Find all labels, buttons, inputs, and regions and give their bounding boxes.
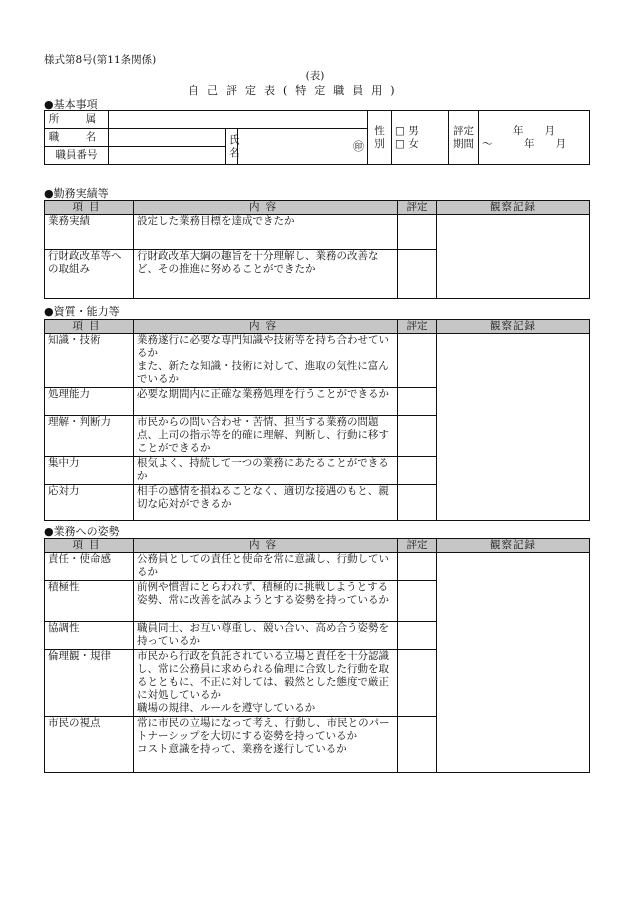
item-content: 市民からの問い合わせ・苦情、担当する業務の問題点、上司の指示等を的確に理解、判断し、行動に移すことができるか xyxy=(134,416,398,457)
rating-cell[interactable] xyxy=(398,416,437,457)
affiliation-label: 所 属 xyxy=(45,111,109,129)
ability-table xyxy=(44,319,590,521)
rating-cell[interactable] xyxy=(398,622,437,650)
position-label: 職 名 xyxy=(45,129,109,147)
name-label: 氏名 xyxy=(226,129,238,165)
item-content: 行財政改革大綱の趣旨を十分理解し、業務の改善など、その推進に努めることができたか xyxy=(134,250,398,299)
rating-cell[interactable] xyxy=(398,215,437,250)
header-content: 内容 xyxy=(134,320,398,334)
rating-cell[interactable] xyxy=(398,485,437,521)
period-label: 評定期間 xyxy=(449,111,479,165)
position-field[interactable] xyxy=(109,129,226,147)
front-side-label: (表) xyxy=(305,70,325,82)
header-content: 内容 xyxy=(134,539,398,553)
item-label: 積極性 xyxy=(45,581,134,622)
item-content: 必要な期間内に正確な業務処理を行うことができるか xyxy=(134,388,398,416)
basic-info-table xyxy=(44,110,590,165)
header-observation: 観察記録 xyxy=(437,320,590,334)
item-content: 根気よく、持続して一つの業務にあたることができるか xyxy=(134,457,398,485)
observation-cell[interactable] xyxy=(437,215,590,299)
item-label: 応対力 xyxy=(45,485,134,521)
header-item: 項目 xyxy=(45,320,134,334)
item-label: 協調性 xyxy=(45,622,134,650)
item-content: 前例や慣習にとらわれず、積極的に挑戦しようとする姿勢、常に改善を試みようとする姿勢を持っているか xyxy=(134,581,398,622)
item-label: 処理能力 xyxy=(45,388,134,416)
header-content: 内容 xyxy=(134,201,398,215)
sex-options xyxy=(392,111,449,165)
header-rating: 評定 xyxy=(398,539,437,553)
rating-cell[interactable] xyxy=(398,650,437,717)
work-results-table xyxy=(44,200,590,299)
period-to: ～ 年 月 xyxy=(482,137,567,150)
header-item: 項目 xyxy=(45,539,134,553)
section-heading-basic: ●基本事項 xyxy=(44,98,98,111)
item-label: 理解・判断力 xyxy=(45,416,134,457)
name-field[interactable] xyxy=(238,129,368,165)
page-title: 自己評定表(特定職員用) xyxy=(188,84,403,97)
header-observation: 観察記録 xyxy=(437,201,590,215)
rating-cell[interactable] xyxy=(398,334,437,388)
section-heading-ability: ●資質・能力等 xyxy=(44,305,120,318)
sex-male-checkbox[interactable]: □ 男 xyxy=(395,124,419,137)
attitude-table xyxy=(44,538,590,773)
form-number: 様式第8号(第11条関係) xyxy=(44,54,157,66)
sex-female-checkbox[interactable]: □ 女 xyxy=(395,137,419,150)
staff-number-label: 職員番号 xyxy=(45,147,109,165)
period-field[interactable] xyxy=(479,111,590,165)
observation-cell[interactable] xyxy=(437,553,590,773)
item-content: 職員同士、お互い尊重し、競い合い、高め合う姿勢を持っているか xyxy=(134,622,398,650)
seal-mark: ㊞ xyxy=(353,139,365,153)
rating-cell[interactable] xyxy=(398,388,437,416)
section-heading-work: ●勤務実績等 xyxy=(44,187,109,200)
item-label: 市民の視点 xyxy=(45,717,134,773)
rating-cell[interactable] xyxy=(398,717,437,773)
item-content: 常に市民の立場になって考え、行動し、市民とのパートナーシップを大切にする姿勢を持っているか コスト意識を持って、業務を遂行しているか xyxy=(134,717,398,773)
item-content: 相手の感情を損ねることなく、適切な接遇のもと、親切な応対ができるか xyxy=(134,485,398,521)
item-label: 知識・技術 xyxy=(45,334,134,388)
item-label: 集中力 xyxy=(45,457,134,485)
section-heading-attitude: ●業務への姿勢 xyxy=(44,525,120,538)
affiliation-field[interactable] xyxy=(109,111,368,129)
rating-cell[interactable] xyxy=(398,581,437,622)
header-rating: 評定 xyxy=(398,201,437,215)
rating-cell[interactable] xyxy=(398,553,437,581)
header-rating: 評定 xyxy=(398,320,437,334)
staff-number-field[interactable] xyxy=(109,147,226,165)
item-label: 業務実績 xyxy=(45,215,134,250)
header-observation: 観察記録 xyxy=(437,539,590,553)
item-label: 責任・使命感 xyxy=(45,553,134,581)
header-item: 項目 xyxy=(45,201,134,215)
rating-cell[interactable] xyxy=(398,457,437,485)
item-content: 公務員としての責任と使命を常に意識し、行動しているか xyxy=(134,553,398,581)
period-from: 年 月 xyxy=(513,124,556,137)
item-content: 市民から行政を負託されている立場と責任を十分認識し、常に公務員に求められる倫理に合致した行動を取るとともに、不正に対しては、毅然とした態度で厳正に対処しているか 職場の規律、ルールを遵守しているか xyxy=(134,650,398,717)
rating-cell[interactable] xyxy=(398,250,437,299)
item-content: 設定した業務目標を達成できたか xyxy=(134,215,398,250)
sex-label: 性別 xyxy=(368,111,392,165)
observation-cell[interactable] xyxy=(437,334,590,521)
item-label: 行財政改革等への取組み xyxy=(45,250,134,299)
item-content: 業務遂行に必要な専門知識や技術等を持ち合わせているか また、新たな知識・技術に対して、進取の気性に富んでいるか xyxy=(134,334,398,388)
item-label: 倫理観・規律 xyxy=(45,650,134,717)
